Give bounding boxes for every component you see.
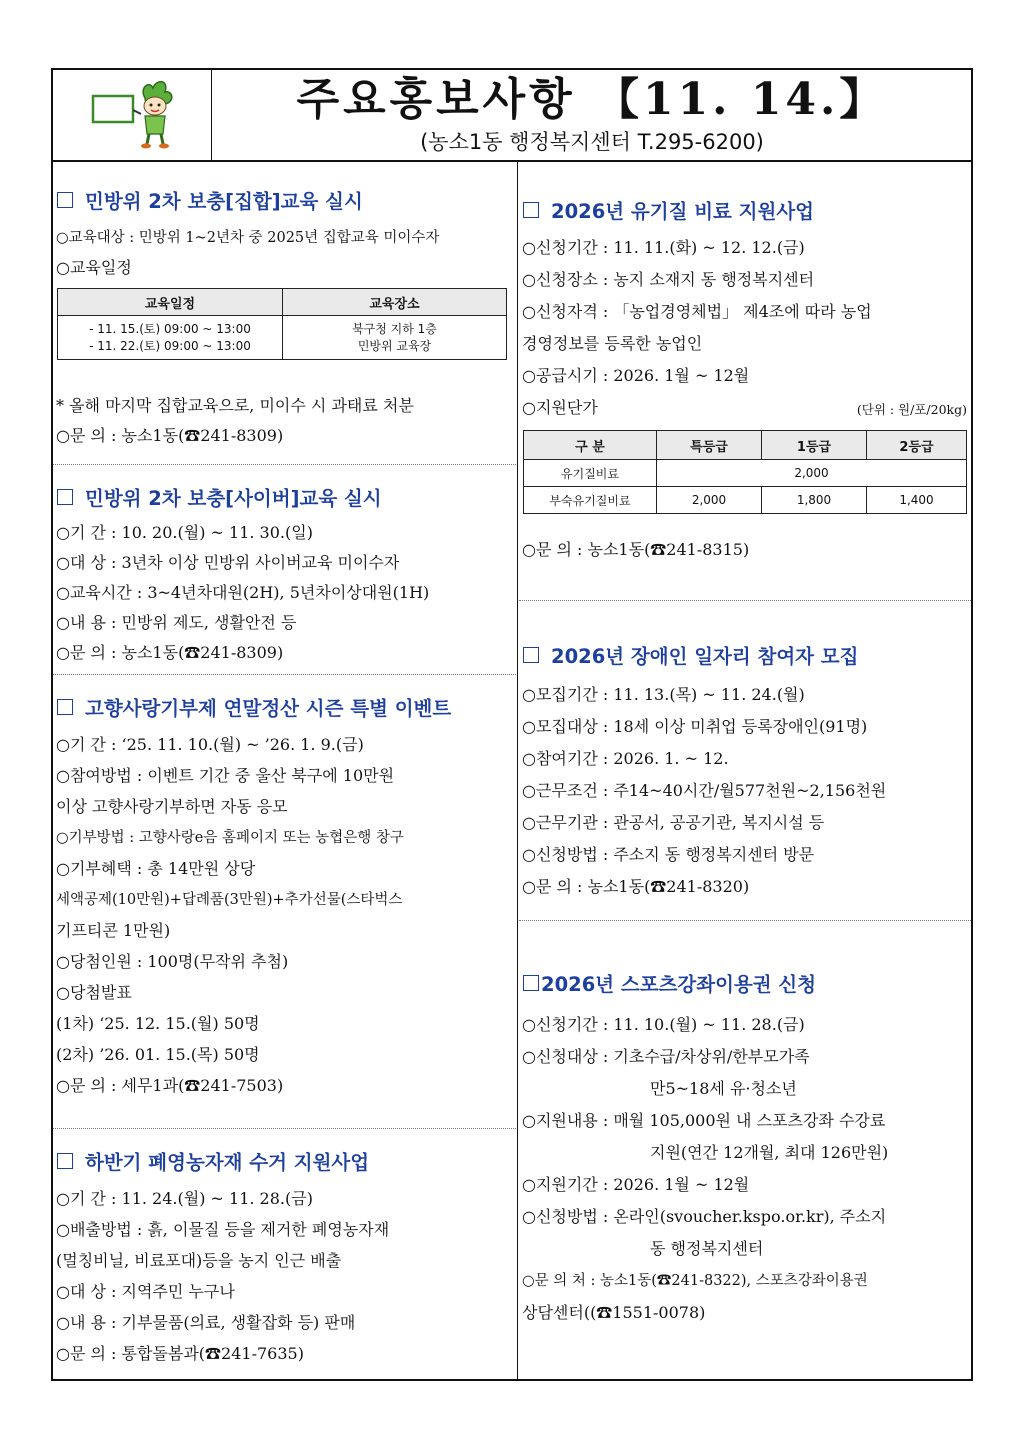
section-heading: 민방위 2차 보충[집합]교육 실시	[57, 186, 363, 214]
info-line: ○기 간 : ‘25. 11. 10.(월) ~ ’26. 1. 9.(금)	[56, 735, 364, 754]
checkbox-icon	[57, 699, 73, 715]
unit-label: (단위 : 원/포/20kg)	[856, 402, 967, 417]
schedule-table	[57, 288, 507, 360]
table-header: 2등급	[867, 431, 967, 460]
info-line: ○신청기간 : 11. 10.(월) ~ 11. 28.(금)	[522, 1015, 805, 1034]
info-line: ○기 간 : 10. 20.(월) ~ 11. 30.(일)	[56, 523, 313, 542]
contact-line: 상담센터((☎1551-0078)	[522, 1303, 706, 1322]
section-hometown-donation	[53, 674, 516, 1129]
table-header: 교육장소	[283, 289, 507, 316]
table-cell: 유기질비료	[524, 460, 657, 487]
note-text: * 올해 마지막 집합교육으로, 미이수 시 과태료 처분	[56, 396, 414, 415]
info-line: 경영정보를 등록한 농업인	[522, 334, 703, 353]
info-line: ○지원기간 : 2026. 1월 ~ 12월	[522, 1175, 750, 1194]
contact-line: ○문 의 : 세무1과(☎241-7503)	[56, 1076, 284, 1095]
price-table	[523, 430, 967, 514]
contact-line: ○문 의 : 농소1동(☎241-8315)	[522, 540, 750, 559]
info-line: ○신청장소 : 농지 소재지 동 행정복지센터	[522, 270, 815, 289]
section-civil-defense-cyber	[53, 464, 516, 675]
section-organic-fertilizer	[519, 160, 971, 600]
info-line: 세액공제(10만원)+답례품(3만원)+추가선물(스타벅스	[56, 892, 403, 908]
mascot-logo	[53, 70, 212, 160]
contact-line: ○문 의 : 농소1동(☎241-8309)	[56, 643, 284, 662]
info-line: ○근무기관 : 관공서, 공공기관, 복지시설 등	[522, 813, 825, 832]
table-cell: 부숙유기질비료	[524, 487, 657, 514]
info-line: ○근무조건 : 주14~40시간/월577천원~2,156천원	[522, 781, 887, 800]
info-line: ○신청대상 : 기초수급/차상위/한부모가족	[522, 1047, 810, 1066]
section-heading: 하반기 폐영농자재 수거 지원사업	[57, 1147, 369, 1175]
section-disabled-jobs	[519, 600, 971, 921]
section-heading: 2026년 유기질 비료 지원사업	[523, 196, 814, 224]
info-line: ○신청기간 : 11. 11.(화) ~ 12. 12.(금)	[522, 238, 805, 257]
section-heading: 민방위 2차 보충[사이버]교육 실시	[57, 483, 382, 511]
info-line: ○교육일정	[56, 258, 132, 277]
info-line: ○신청자격 : 「농업경영체법」 제4조에 따라 농업	[522, 302, 872, 321]
info-line: ○지원내용 : 매월 105,000원 내 스포츠강좌 수강료	[522, 1111, 886, 1130]
table-cell: 2,000	[657, 487, 762, 514]
info-line: ○참여기간 : 2026. 1. ~ 12.	[522, 749, 729, 768]
info-line: ○대 상 : 3년차 이상 민방위 사이버교육 미이수자	[56, 553, 400, 572]
info-line: ○모집기간 : 11. 13.(목) ~ 11. 24.(월)	[522, 685, 805, 704]
contact-line: ○문 의 : 농소1동(☎241-8309)	[56, 426, 284, 445]
notice-frame	[51, 68, 973, 1381]
info-line: ○공급시기 : 2026. 1월 ~ 12월	[522, 366, 750, 385]
section-heading: 고향사랑기부제 연말정산 시즌 특별 이벤트	[57, 693, 451, 721]
info-line: ○교육대상 : 민방위 1~2년차 중 2025년 집합교육 미이수자	[56, 230, 440, 246]
info-line: 이상 고향사랑기부하면 자동 응모	[56, 797, 288, 816]
info-line: ○신청방법 : 온라인(svoucher.kspo.or.kr), 주소지	[522, 1207, 887, 1226]
table-header: 1등급	[762, 431, 867, 460]
info-line: ○배출방법 : 흙, 이물질 등을 제거한 폐영농자재	[56, 1220, 390, 1239]
checkbox-icon	[523, 202, 539, 218]
info-line: ○모집대상 : 18세 이상 미취업 등록장애인(91명)	[522, 717, 868, 736]
checkbox-icon	[523, 647, 539, 663]
checkbox-icon	[57, 489, 73, 505]
contact-line: ○문 의 : 농소1동(☎241-8320)	[522, 877, 750, 896]
info-line: ○신청방법 : 주소지 동 행정복지센터 방문	[522, 845, 815, 864]
header	[53, 70, 971, 162]
info-line: ○기부혜택 : 총 14만원 상당	[56, 859, 256, 878]
table-cell: 2,000	[657, 460, 967, 487]
contact-line: ○문 의 : 통합돌봄과(☎241-7635)	[56, 1344, 304, 1363]
info-line: (2차) ’26. 01. 15.(목) 50명	[56, 1045, 260, 1064]
info-line: 지원(연간 12개월, 최대 126만원)	[650, 1143, 889, 1162]
checkbox-icon	[57, 192, 73, 208]
info-line: (1차) ‘25. 12. 15.(월) 50명	[56, 1014, 260, 1033]
table-header: 구 분	[524, 431, 657, 460]
section-sports-voucher	[519, 920, 971, 1380]
table-cell: 1,800	[762, 487, 867, 514]
table-cell: 민방위 교육장	[357, 338, 432, 353]
info-line: 동 행정복지센터	[650, 1239, 764, 1258]
checkbox-icon	[523, 975, 539, 991]
section-heading: 2026년 장애인 일자리 참여자 모집	[523, 641, 858, 669]
info-line: ○당첨발표	[56, 983, 132, 1002]
info-line: ○내 용 : 기부물품(의료, 생활잡화 등) 판매	[56, 1313, 356, 1332]
contact-line: ○문 의 처 : 농소1동(☎241-8322), 스포츠강좌이용권	[522, 1273, 868, 1289]
info-line: ○참여방법 : 이벤트 기간 중 울산 북구에 10만원	[56, 766, 395, 785]
info-line: 기프티콘 1만원)	[56, 921, 171, 940]
table-header: 교육일정	[58, 289, 283, 316]
column-divider	[517, 160, 518, 1379]
page-title: 주요홍보사항 【11. 14.】	[296, 74, 888, 125]
section-civil-defense-group	[53, 160, 516, 464]
info-line: ○교육시간 : 3~4년차대원(2H), 5년차이상대원(1H)	[56, 583, 430, 602]
info-line: ○기부방법 : 고향사랑e음 홈페이지 또는 농협은행 창구	[56, 830, 404, 846]
page-subtitle: (농소1동 행정복지센터 T.295-6200)	[420, 130, 764, 154]
section-heading: 2026년 스포츠강좌이용권 신청	[523, 969, 816, 997]
checkbox-icon	[57, 1153, 73, 1169]
table-cell: - 11. 15.(토) 09:00 ~ 13:00	[89, 321, 251, 336]
info-line: 만5~18세 유·청소년	[650, 1079, 797, 1098]
info-line: ○당첨인원 : 100명(무작위 추첨)	[56, 952, 289, 971]
info-line: ○대 상 : 지역주민 누구나	[56, 1282, 235, 1301]
table-header: 특등급	[657, 431, 762, 460]
info-line: ○지원단가	[522, 398, 598, 417]
info-line: ○기 간 : 11. 24.(월) ~ 11. 28.(금)	[56, 1189, 313, 1208]
info-line: (멀칭비닐, 비료포대)등을 농지 인근 배출	[56, 1251, 342, 1270]
section-farm-waste	[53, 1128, 516, 1380]
table-cell: 1,400	[867, 487, 967, 514]
table-cell: 북구청 지하 1층	[352, 321, 437, 336]
table-cell: - 11. 22.(토) 09:00 ~ 13:00	[89, 338, 251, 353]
info-line: ○내 용 : 민방위 제도, 생활안전 등	[56, 613, 297, 632]
